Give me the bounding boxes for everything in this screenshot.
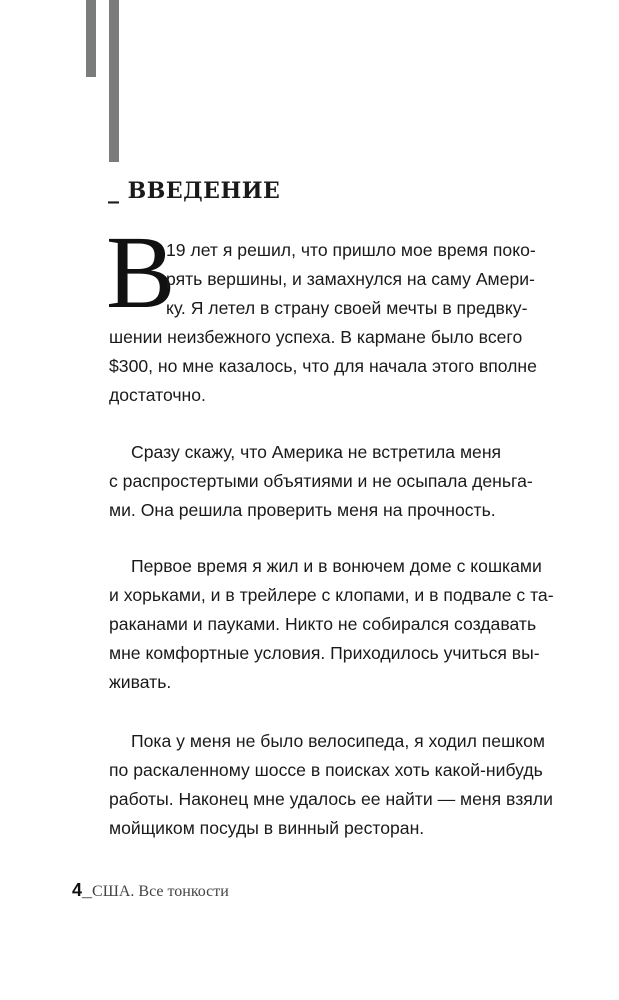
decorative-bar-left [86, 0, 96, 77]
paragraph-4-line-4: мойщиком посуды в винный ресторан. [109, 818, 425, 838]
paragraph-1-line-2: рять вершины, и замахнулся на саму Амери- [166, 269, 535, 289]
paragraph-3-line-4: мне комфортные условия. Приходилось учиться вы- [109, 643, 540, 663]
paragraph-1-line-3: ку. Я летел в страну своей мечты в предвку- [166, 298, 528, 318]
chapter-title: _ ВВЕДЕНИЕ [108, 178, 281, 204]
paragraph-2-line-3: ми. Она решила проверить меня на прочность. [109, 500, 496, 520]
paragraph-3-line-3: раканами и пауками. Никто не собирался создавать [109, 614, 537, 634]
paragraph-2-line-1: Сразу скажу, что Америка не встретила меня [131, 442, 502, 462]
paragraph-1-line-4: шении неизбежного успеха. В кармане было всего [109, 327, 523, 347]
page-footer [72, 880, 229, 901]
paragraph-3-line-1: Первое время я жил и в вонючем доме с кошками [131, 556, 542, 576]
paragraph-2-line-2: с распростертыми объятиями и не осыпала деньга- [109, 471, 533, 491]
paragraph-3-line-5: живать. [109, 672, 172, 692]
paragraph-4-line-2: по раскаленному шоссе в поисках хоть какой-нибудь [109, 760, 543, 780]
paragraph-1-line-1: 19 лет я решил, что пришло мое время поко- [166, 240, 536, 260]
running-title: США. Все тонкости [92, 883, 229, 900]
paragraph-4-line-3: работы. Наконец мне удалось ее найти — меня взяли [109, 789, 553, 809]
decorative-bar-right [109, 0, 119, 162]
paragraph-1-line-6: достаточно. [109, 385, 206, 405]
paragraph-4-line-1: Пока у меня не было велосипеда, я ходил пешком [131, 731, 545, 751]
paragraph-3-line-2: и хорьками, и в трейлере с клопами, и в подвале с та- [109, 585, 554, 605]
page-number: 4_ [72, 880, 93, 900]
paragraph-1-line-5: $300, но мне казалось, что для начала этого вполне [109, 356, 537, 376]
drop-cap: В [106, 215, 176, 330]
